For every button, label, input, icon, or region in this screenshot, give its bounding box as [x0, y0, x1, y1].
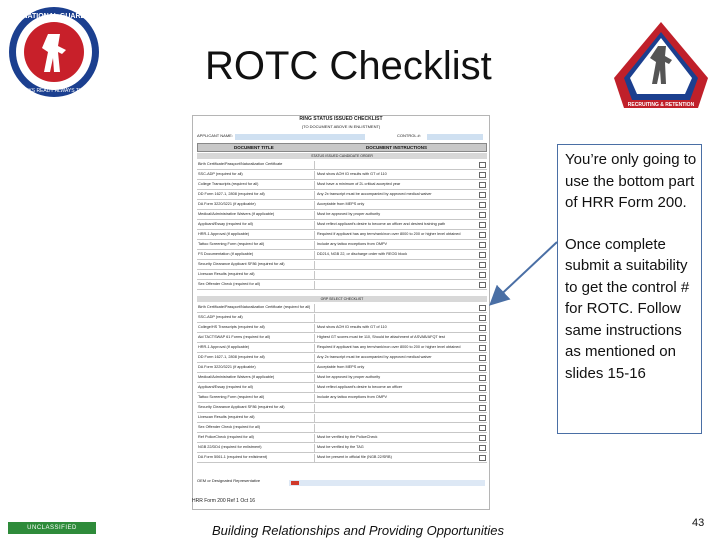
row-checkbox[interactable]: [479, 375, 486, 381]
row-checkbox[interactable]: [479, 272, 486, 278]
form-column-header: [197, 143, 487, 152]
form-title: RING STATUS ISSUED CHECKLIST: [299, 116, 383, 122]
checklist-row: [197, 251, 487, 260]
row-divider: [314, 241, 315, 250]
row-document-title: Security Clearance Applicant SF86 (required for all): [198, 405, 285, 409]
checklist-row: [197, 261, 487, 270]
row-divider: [314, 201, 315, 210]
checklist-row: [197, 231, 487, 240]
slide-footer: Building Relationships and Providing Opportunities: [212, 523, 504, 538]
checklist-row: [197, 314, 487, 323]
row-document-title: DD Form 1627-1, 2808 (required for all): [198, 192, 265, 196]
row-document-title: HRR-1 Approval (if applicable): [198, 232, 250, 236]
row-checkbox[interactable]: [479, 315, 486, 321]
row-document-title: NGB 22/DD4 (required for enlistment): [198, 445, 262, 449]
row-divider: [314, 334, 315, 343]
callout-paragraph-1: You’re only going to use the bottom part of HRR Form 200.: [565, 151, 697, 211]
row-divider: [314, 261, 315, 270]
checklist-row: [197, 454, 487, 463]
checklist-row: [197, 281, 487, 290]
row-document-instructions: Must be verified by the TAG: [317, 445, 364, 449]
row-divider: [314, 444, 315, 453]
row-checkbox[interactable]: [479, 445, 486, 451]
col-document-title: DOCUMENT TITLE: [234, 145, 274, 150]
arrow-line: [492, 242, 557, 303]
row-checkbox[interactable]: [479, 242, 486, 248]
checklist-row: [197, 354, 487, 363]
checklist-row: [197, 304, 487, 313]
row-divider: [314, 251, 315, 260]
row-checkbox[interactable]: [479, 415, 486, 421]
row-document-instructions: Any 2x transcript must be accompanied by approved medical waiver: [317, 192, 432, 196]
form-number: HRR Form 200 Ref 1 Oct 16: [192, 498, 256, 504]
signature-field: [289, 480, 485, 486]
signature-label: OEM or Designated Representative: [197, 478, 261, 483]
row-divider: [314, 384, 315, 393]
form-info-row: [197, 133, 485, 141]
checklist-row: [197, 201, 487, 210]
row-divider: [314, 414, 315, 423]
row-document-title: Tattoo Screening Form (required for all): [198, 395, 265, 399]
row-checkbox[interactable]: [479, 222, 486, 228]
row-document-instructions: DD214, NGB 22, or discharge order with REOD block: [317, 252, 408, 256]
applicant-field: [235, 134, 365, 140]
row-document-instructions: Any 2x transcript must be accompanied by approved medical waiver: [317, 355, 432, 359]
row-divider: [314, 231, 315, 240]
checklist-row: [197, 171, 487, 180]
row-divider: [314, 344, 315, 353]
checklist-row: [197, 191, 487, 200]
row-checkbox[interactable]: [479, 335, 486, 341]
checklist-row: [197, 324, 487, 333]
row-divider: [314, 314, 315, 323]
logo-left-text-top: NATIONAL GUARD: [22, 13, 86, 20]
signature-row: [197, 478, 487, 488]
row-document-instructions: Acceptable from MEPS only: [317, 202, 365, 206]
row-document-instructions: Acceptable from MEPS only: [317, 365, 365, 369]
row-document-title: Security Clearance Applicant SF86 (required for all): [198, 262, 285, 266]
row-checkbox[interactable]: [479, 212, 486, 218]
form-header: [193, 116, 489, 132]
row-divider: [314, 171, 315, 180]
row-document-instructions: Must reflect applicant's desire to become an officer and desired training path: [317, 222, 446, 226]
checklist-row: [197, 211, 487, 220]
row-document-title: Medical/Administrative Waivers (if applicable): [198, 212, 275, 216]
row-checkbox[interactable]: [479, 305, 486, 311]
row-document-title: Aid TACTSWAP 61 Forms (required for all): [198, 335, 271, 339]
checklist-row: [197, 334, 487, 343]
row-document-instructions: Required if applicant has any term/rank/non over 8000 to 200 or higher level obtained: [317, 232, 461, 236]
checklist-row: [197, 364, 487, 373]
checklist-row: [197, 434, 487, 443]
row-divider: [314, 191, 315, 200]
checklist-row: [197, 161, 487, 170]
row-document-instructions: Include any tattoo exceptions from OMPV: [317, 395, 388, 399]
row-divider: [314, 271, 315, 280]
row-divider: [314, 181, 315, 190]
row-checkbox[interactable]: [479, 405, 486, 411]
hrr-form-200: [192, 115, 490, 510]
section-2-bar: ORP SELECT CHECKLIST: [197, 296, 487, 302]
row-document-instructions: Required if applicant has any term/rank/non over 8000 to 200 or higher level obtained: [317, 345, 461, 349]
row-document-instructions: Highest GT scores must be 110, Should be attachment of ASVAB/AFQT test: [317, 335, 445, 339]
row-document-title: Birth Certificate/Passport/Naturalization Certificate: [198, 162, 283, 166]
row-checkbox[interactable]: [479, 425, 486, 431]
row-checkbox[interactable]: [479, 182, 486, 188]
checklist-row: [197, 414, 487, 423]
checklist-row: [197, 271, 487, 280]
row-divider: [314, 454, 315, 463]
recruiting-retention-logo: [612, 20, 710, 112]
row-document-title: Livescan Results (required for all): [198, 415, 255, 419]
row-document-title: SSC-ADP (required for all): [198, 172, 243, 176]
sign-here-tag: [291, 481, 299, 485]
row-divider: [314, 211, 315, 220]
row-checkbox[interactable]: [479, 202, 486, 208]
applicant-label: APPLICANT NAME:: [197, 133, 233, 138]
classification-badge: UNCLASSIFIED: [8, 522, 96, 534]
row-divider: [314, 304, 315, 313]
row-checkbox[interactable]: [479, 435, 486, 441]
row-checkbox[interactable]: [479, 252, 486, 258]
row-document-title: Birth Certificate/Passport/Naturalization Certificate (required for all): [198, 305, 310, 309]
form-subtitle: (TO DOCUMENT ABOVE IN ENLISTMENT): [301, 124, 381, 129]
row-checkbox[interactable]: [479, 345, 486, 351]
row-document-title: DD Form 1627-1, 2808 (required for all): [198, 355, 265, 359]
control-label: CONTROL #:: [397, 133, 421, 138]
row-document-title: Applicant/Essay (required for all): [198, 222, 253, 226]
row-document-title: DA Form 3220/3221 (if applicable): [198, 365, 256, 369]
control-field: [427, 134, 483, 140]
row-document-title: Tattoo Screening Form (required for all): [198, 242, 265, 246]
instruction-callout: [557, 144, 702, 434]
row-divider: [314, 221, 315, 230]
slide-title: ROTC Checklist: [205, 44, 492, 88]
row-document-instructions: Must show AOH ID results with GT of 110: [317, 172, 387, 176]
row-checkbox[interactable]: [479, 385, 486, 391]
checklist-row: [197, 221, 487, 230]
row-divider: [314, 434, 315, 443]
row-checkbox[interactable]: [479, 232, 486, 238]
checklist-row: [197, 181, 487, 190]
row-document-instructions: Must be present in official file (NGB 22/SRB): [317, 455, 392, 459]
row-document-title: DA Form 5061-1 (required for enlistment): [198, 455, 268, 459]
checklist-row: [197, 384, 487, 393]
row-document-title: Ref PoliceCheck (required for all): [198, 435, 254, 439]
row-document-title: College/HS Transcripts (required for all): [198, 325, 265, 329]
col-document-instructions: DOCUMENT INSTRUCTIONS: [366, 145, 427, 150]
logo-right-text: RECRUITING & RETENTION: [627, 102, 695, 108]
row-checkbox[interactable]: [479, 325, 486, 331]
row-document-title: Medical/Administrative Waivers (if applicable): [198, 375, 275, 379]
row-checkbox[interactable]: [479, 355, 486, 361]
row-document-instructions: Must have a minimum of 2L critical accepted year: [317, 182, 401, 186]
row-divider: [314, 394, 315, 403]
row-checkbox[interactable]: [479, 395, 486, 401]
row-document-title: Sex Offender Check (required for all): [198, 282, 260, 286]
row-checkbox[interactable]: [479, 455, 486, 461]
row-divider: [314, 281, 315, 290]
row-document-title: Applicant/Essay (required for all): [198, 385, 253, 389]
row-document-title: DA Form 3220/3221 (if applicable): [198, 202, 256, 206]
row-checkbox[interactable]: [479, 192, 486, 198]
row-document-title: Livescan Results (required for all): [198, 272, 255, 276]
row-document-instructions: Must show AOH ID results with GT of 110: [317, 325, 387, 329]
row-checkbox[interactable]: [479, 365, 486, 371]
checklist-row: [197, 374, 487, 383]
row-divider: [314, 354, 315, 363]
checklist-row: [197, 424, 487, 433]
callout-paragraph-2: Once complete submit a suitability to get the control # for ROTC. Follow same instructions as mentioned on slides 15-16: [565, 235, 690, 382]
page-number: 43: [692, 517, 705, 529]
logo-left-text-bottom: ALWAYS READY ALWAYS THERE: [15, 88, 93, 94]
checklist-row: [197, 444, 487, 453]
row-document-instructions: Include any tattoo exceptions from OMPV: [317, 242, 388, 246]
row-document-instructions: Must be approved by proper authority: [317, 375, 381, 379]
row-document-title: Sex Offender Check (required for all): [198, 425, 260, 429]
row-divider: [314, 161, 315, 170]
row-checkbox[interactable]: [479, 262, 486, 268]
checklist-row: [197, 241, 487, 250]
row-document-title: FS Documentation (if applicable): [198, 252, 254, 256]
row-document-title: HRR-1 Approval (if applicable): [198, 345, 250, 349]
checklist-row: [197, 404, 487, 413]
row-checkbox[interactable]: [479, 162, 486, 168]
row-divider: [314, 404, 315, 413]
row-document-instructions: Must be verified by the PoliceCheck: [317, 435, 378, 439]
row-divider: [314, 374, 315, 383]
row-document-instructions: Must reflect applicant's desire to become an officer: [317, 385, 403, 389]
checklist-row: [197, 344, 487, 353]
checklist-row: [197, 394, 487, 403]
row-checkbox[interactable]: [479, 172, 486, 178]
row-document-instructions: Must be approved by proper authority: [317, 212, 381, 216]
row-document-title: College Transcripts (required for all): [198, 182, 259, 186]
section-1-bar: STATUS ISSUED CANDIDATE ORDER: [197, 153, 487, 159]
national-guard-logo: [8, 6, 100, 98]
row-divider: [314, 324, 315, 333]
row-checkbox[interactable]: [479, 282, 486, 288]
row-divider: [314, 364, 315, 373]
row-divider: [314, 424, 315, 433]
row-document-title: SSC-ADP (required for all): [198, 315, 243, 319]
